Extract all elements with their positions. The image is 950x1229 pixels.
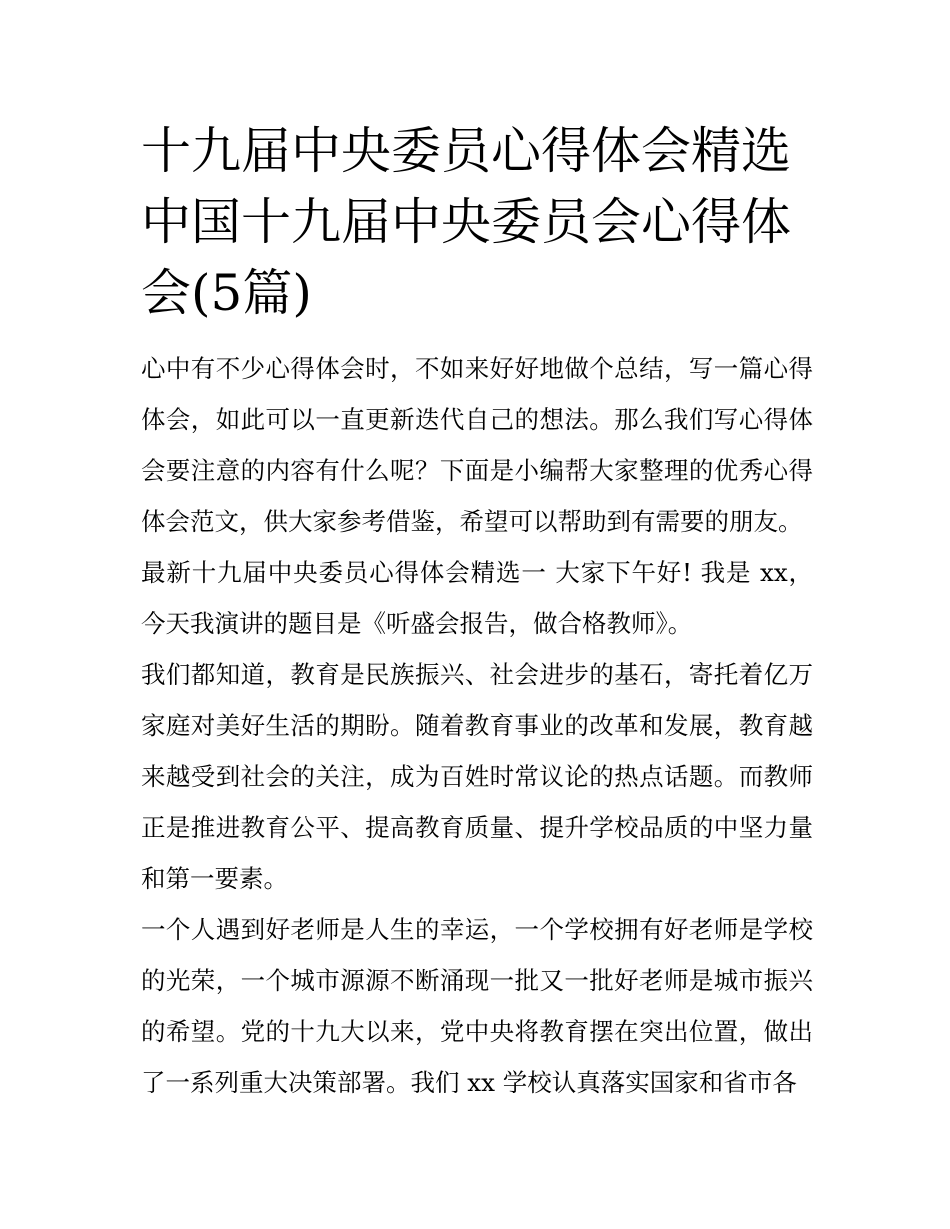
paragraph-education: 我们都知道，教育是民族振兴、社会进步的基石，寄托着亿万家庭对美好生活的期盼。随着教育事业的改革和发展，教育越来越受到社会的关注，成为百姓时常议论的热点话题。而教师正是推进教育公平、提高教育质量、提升学校品质的中坚力量和第一要素。 [141,660,813,893]
document-title: 十九届中央委员心得体会精选中国十九届中央委员会心得体会(5篇) [141,122,791,322]
document-body [141,116,813,1108]
paragraph-speech-opening: 最新十九届中央委员心得体会精选一 大家下午好! 我是 xx，今天我演讲的题目是《听盛会报告，做合格教师》。 [141,558,813,638]
paragraph-intro: 心中有不少心得体会时，不如来好好地做个总结，写一篇心得体会，如此可以一直更新迭代自己的想法。那么我们写心得体会要注意的内容有什么呢？下面是小编帮大家整理的优秀心得体会范文，供大家参考借鉴，希望可以帮助到有需要的朋友。 [141,354,813,536]
paragraph-good-teachers: 一个人遇到好老师是人生的幸运，一个学校拥有好老师是学校的光荣，一个城市源源不断涌现一批又一批好老师是城市振兴的希望。党的十九大以来，党中央将教育摆在突出位置，做出了一系列重大决策部署。我们 xx 学校认真落实国家和省市各 [141,915,813,1097]
